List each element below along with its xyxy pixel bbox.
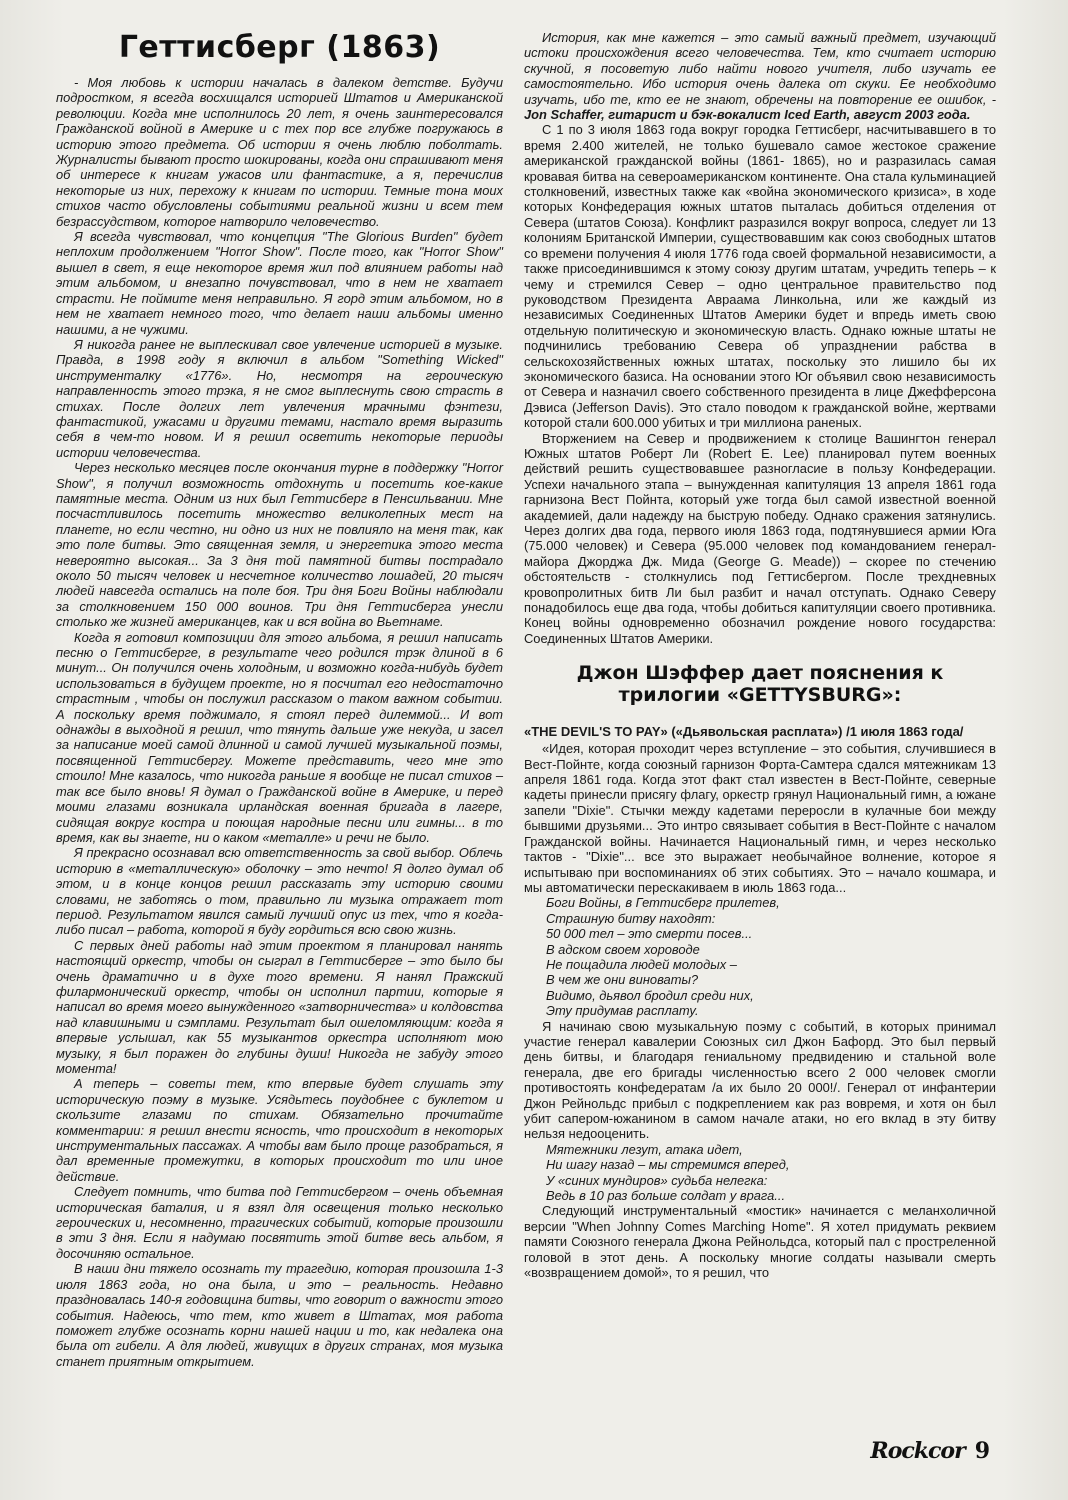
body-paragraph: - Моя любовь к истории началась в далеком детстве. Будучи подростком, я всегда восхищался историей Штатов и Американской революции. Когда мне исполнилось 20 лет, я очень заинтересовался Гражданской войной в Америке и с тех пор все глубже погружаюсь в историю этого предмета. Об истории я очень люблю поболтать. Журналисты бывают просто шокированы, когда они спрашивают меня об интересе к книгам ужасов или фантастике, а я, перечислив некоторые из них, перехожу к книгам по истории. Темные тона моих стихов часто обусловлены событиями реальной жизни и всем тем безрассудством, которое натворило человечество.: [56, 75, 503, 229]
epigraph-quote: [524, 30, 996, 122]
article-title: Геттисберг (1863): [118, 30, 441, 65]
history-paragraph: Вторжением на Север и продвижением к столице Вашингтон генерал Южных штатов Роберт Ли (Robert E. Lee) планировал путем военных действий решить существовавшее разногласие в пользу Конфедерации. Успехи начального этапа – вынужденная капитуляция 13 апреля 1861 года гарнизона Вест Пойнта, который уже тогда был самой известной военной академией, дали надежду на быструю победу. Однако сражения затянулись. Через долгих два года, первого июля 1863 года, подтянувшиеся армии Юга (75.000 человек) и Севера (95.000 человек под командованием генерал-майора Джорджа Дж. Мида (George G. Meade)) – скорее по стечению обстоятельств - столкнулись под Геттисбергом. После трехдневных кровопролитных битв Ли был разбит и начал отступать. Однако Северу понадобилось еще два года, чтобы добиться капитуляции своего противника. Конец войны одновременно обозначил рождение нового государства: Соединенных Штатов Америки.: [524, 430, 996, 646]
body-paragraph: Я никогда ранее не выплескивал свое увлечение историей в музыке. Правда, в 1998 году я включил в альбом "Something Wicked" инструменталку «1776». Но, несмотря на героическую направленность этого трэка, я не смог выплеснуть свою страсть в стихах. После долгих лет увлечения мрачными фэнтези, фантастикой, ужасами и другими темами, настало время выразить себя в чем-то новом. И я решил осветить некоторые периоды истории человечества.: [56, 336, 503, 460]
poem-line: Эту придумав расплату.: [546, 1003, 699, 1019]
body-paragraph: Когда я готовил композиции для этого альбома, я решил написать песню о Геттисберге, в результате чего родился трэк длиной в 6 минут... Он получился очень холодным, и возможно когда-нибудь будет использоваться в будущем проекте, но я посчитал его недостаточно страстным , чтобы он послужил рассказом о таком важном событии. А поскольку время поджимало, я стоял перед дилеммой... И вот однажды в выходной я решил, что тянуть дальше уже некуда, и засел за написание моей самой длинной и самой лучшей музыкальной поэмы, посвященной Геттисбергу. Можете представить, чего мне это стоило! Мне казалось, что никогда раньше я вообще не писал стихов – так все было вновь! Я думал о Гражданской войне в Америке, и перед моими глазами возникала ирландская военная бригада в лагере, сидящая вокруг костра и поющая народные песни или гимны... в то время, как вы знаете, ни о каком «металле» и речи не было.: [56, 629, 503, 845]
body-paragraph: А теперь – советы тем, кто впервые будет слушать эту историческую поэму в музыке. Усядьтесь поудобнее с буклетом и скользите глазами по стихам. Обязательно прочитайте комментарии: я решил внести ясность, что происходит в некоторых инструментальных пассажах. А чтобы вам было проще разобраться, я дал временные промежутки, в которых происходит то или иное действие.: [56, 1076, 503, 1184]
page-number: 9: [974, 1438, 990, 1464]
commentary-paragraph: Я начинаю свою музыкальную поэму с событий, в которых принимал участие генерал кавалерии Союзных сил Джон Бафорд. Это был первый день битвы, и благодаря гениальному предвидению и стальной воле генерала, две его бригады численностью всего 2 000 человек смогли противостоять конфедератам /а их было 20 000!/. Генерал от инфантерии Джон Рейнольдс прибыл с подкреплением как раз вовремя, и хотя он был убит сапером-южанином в самом начале атаки, но его вклад в эту битву нельзя недооценить.: [524, 1018, 996, 1142]
commentary-paragraph: «Идея, которая проходит через вступление – это события, случившиеся в Вест-Пойнте, когда союзный гарнизон Форта-Самтера сдался мятежникам 13 апреля 1861 года. Когда этот факт стал известен в Вест-Пойнте, северные кадеты принесли присягу флагу, оркестр грянул Национальный гимн, а южане запели "Dixie". Стычки между кадетами переросли в кулачные бои между бывшими друзьями... Это интро связывает события в Вест-Пойнте с началом Гражданской войны. Начинается Национальный гимн, и через несколько тактов - "Dixie"... все это выражает необычайное волнение, которое я испытываю при воспоминаниях об этих событиях. Это – начало кошмара, и мы автоматически перескакиваем в июль 1863 года...: [524, 741, 996, 895]
track-subheading: «THE DEVIL'S TO PAY» («Дьявольская расплата») /1 июля 1863 года/: [524, 724, 964, 740]
poem-stanza: [546, 895, 996, 1018]
poem-line: Не пощадила людей молодых –: [546, 956, 737, 972]
page-footer: [870, 1438, 990, 1464]
history-paragraph: С 1 по 3 июля 1863 года вокруг городка Геттисберг, насчитывавшего в то время 2.400 жителей, не только бушевало самое жестокое сражение американской гражданской войны (1861- 1865), но и разразилась самая кровавая битва на североамериканском континенте. Она стала кульминацией столкновений, известных также как «война экономического кризиса», в ходе которых Конфедерация южных штатов пыталась добиться отделения от Севера (штатов Союза). Конфликт разразился вокруг вопроса, следует ли 13 колониям Британской Империи, существовавшим как союз свободных штатов со времени получения 4 июля 1776 года своей формальной независимости, а также присоединившимся к этому союзу другим штатам, учредить теперь – к чему и стремился Север – одно центральное правительство под руководством Президента Авраама Линкольна, или же каждый из независимых Соединенных Штатов Америки будет и впредь иметь свою отдельную политическую и экономическую власть. Однако южные штаты не подчинились требованию Севера об упразднении рабства в сельскохозяйственных южных штатах, поскольку это лишило бы их экономического базиса. На основании этого Юг объявил свою независимость от Севера и назначил своего собственного президента в лице Джефферсона Дэвиса (Jefferson Davis). Это стало поводом к гражданской войне, жертвами которой стали 600.000 убитых и три миллиона раненых.: [524, 122, 996, 431]
body-paragraph: В наши дни тяжело осознать ту трагедию, которая произошла 1-3 июля 1863 года, но она была, и это – реальность. Недавно праздновалась 140-я годовщина битвы, что говорит о важности этого события. Надеюсь, что тем, кто живет в Штатах, моя работа поможет глубже осознать корни нашей нации и то, как недалека она была от гибели. А для людей, живущих в других странах, моя музыка станет приятным открытием.: [56, 1261, 503, 1369]
commentary-paragraph: Следующий инструментальный «мостик» начинается с меланхоличной версии "When Johnny Comes Marching Home". Я хотел придумать реквием памяти Союзного генерала Джона Рейнольдса, который пал с простреленной головой в этот день. А поскольку многие солдаты называли смерть «возвращением домой», то я решил, что: [524, 1203, 996, 1281]
right-column: [524, 30, 996, 1280]
poem-line: 50 000 тел – это смерти посев...: [546, 926, 753, 942]
poem-line: Ведь в 10 раз больше солдат у врага...: [546, 1188, 786, 1204]
epigraph-text: История, как мне кажется – это самый важный предмет, изучающий истоки происхождения всего человечества. Тем, кто считает историю скучной, я посоветую либо найти нового учителя, либо изучать ее самостоятельно. Ибо история очень далека от скуки. Ее необходимо изучать, ибо те, кто ее не знают, обречены на повторение ее ошибок, -: [524, 30, 996, 107]
poem-line: Страшную битву находят:: [546, 910, 716, 926]
poem-line: В чем же они виноваты?: [546, 972, 699, 988]
poem-line: Видимо, дьявол бродил среди них,: [546, 987, 754, 1003]
body-paragraph: Через несколько месяцев после окончания турне в поддержку "Horror Show", я получил возможность отдохнуть и посетить кое-какие памятные места. Одним из них был Геттисберг в Пенсильвании. Мне посчастливилось посетить множество великолепных мест на планете, но если честно, ни одно из них не повлияло на меня так, как это поле битвы. Это священная земля, и энергетика этого места невероятно высокая... За 3 дня той памятной битвы пострадало около 50 тысяч человек и несчетное количество лошадей, 20 тысяч людей навсегда остались на поле боя. Три дня Боги Войны наблюдали за столкновением 150 000 воинов. Три дня Геттисберга унесли столько же жизней американцев, как и вся война во Вьетнаме.: [56, 460, 503, 630]
poem-line: У «синих мундиров» судьба нелегка:: [546, 1172, 768, 1188]
magazine-logo: Rockcor: [870, 1438, 965, 1464]
section-heading: Джон Шэффер дает пояснения к трилогии «GETTYSBURG»:: [576, 662, 944, 707]
poem-line: В адском своем хороводе: [546, 941, 700, 957]
poem-line: Мятежники лезут, атака идет,: [546, 1141, 743, 1157]
body-paragraph: С первых дней работы над этим проектом я планировал нанять настоящий оркестр, чтобы он сыграл в Геттисберге – это было бы очень драматично и в духе того времени. Я нанял Пражский филармонический оркестр, чтобы он исполнил партии, которые я написал во время моего вынужденного «затворничества» и колдовства над клавишными и сэмплами. Результат был ошеломляющим: когда я впервые услышал, как 55 музыкантов оркестра исполняют мою музыку, я был поражен до глубины души! Никогда не забуду этого момента!: [56, 937, 503, 1076]
poem-line: Боги Войны, в Геттисберг прилетев,: [546, 895, 780, 911]
left-column: [56, 30, 503, 1369]
poem-line: Ни шагу назад – мы стремимся вперед,: [546, 1157, 790, 1173]
body-paragraph: Я прекрасно осознавал всю ответственность за свой выбор. Облечь историю в «металлическую» оболочку – это нечто! Я долго думал об этом, и в конце концов решил рассказать эту историю своими словами, не заботясь о том, правильно ли музыка отражает тот период. Результатом явился самый лучший опус из тех, что я когда-либо писал – работа, которой я буду гордиться всю свою жизнь.: [56, 845, 503, 938]
epigraph-signature: Jon Schaffer, гитарист и бэк-вокалист Iced Earth, август 2003 года.: [524, 107, 971, 123]
poem-stanza: [546, 1142, 996, 1204]
body-paragraph: Я всегда чувствовал, что концепция "The Glorious Burden" будет неплохим продолжением "Horror Show". После того, как "Horror Show" вышел в свет, я еще некоторое время жил под влиянием работы над этим альбомом, и внезапно почувствовал, что в нем не хватает страсти. Не поймите меня неправильно. Я горд этим альбомом, но в нем не хватает немного того, что делает наши альбомы именно нашими, а не чужими.: [56, 229, 503, 337]
body-paragraph: Следует помнить, что битва под Геттисбергом – очень объемная историческая баталия, и я взял для освещения только несколько героических и, несомненно, трагических событий, которые произошли в эти 3 дня. Если я надумаю посвятить этой битве весь альбом, я досочиняю остальное.: [56, 1184, 503, 1261]
